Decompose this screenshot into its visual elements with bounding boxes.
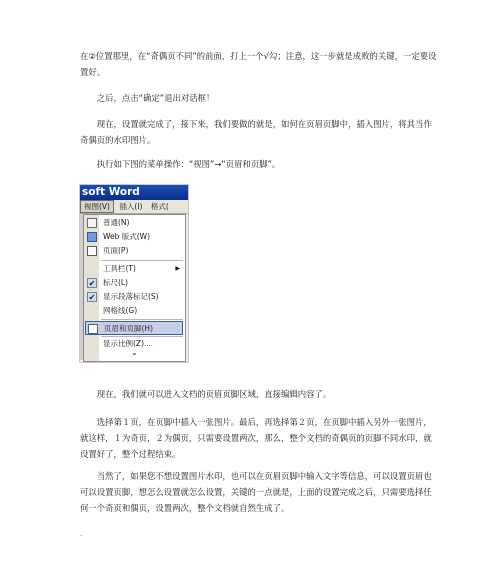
paragraph-3: 现在，设置就完成了，接下来，我们要做的就是，如何在页眉页脚中，插入图片，将其当作奇偶页的水印图片。 — [80, 119, 432, 145]
paragraph-5: 现在，我们就可以进入文档的页眉页脚区域，直接编辑内容了。 — [96, 389, 332, 399]
menu-item-normal[interactable] — [85, 216, 183, 230]
menu-item-gridlines[interactable] — [85, 304, 183, 318]
menu-item-label: 工具栏(T) — [103, 264, 136, 273]
window-title: soft Word — [80, 185, 188, 200]
page-view-icon — [87, 246, 97, 256]
menu-item-web-layout[interactable] — [85, 230, 183, 244]
menu-item-header-footer[interactable] — [85, 321, 183, 335]
menu-insert[interactable]: 插入(I) — [119, 202, 143, 211]
check-icon: ✔ — [88, 293, 96, 302]
check-icon: ✔ — [88, 279, 96, 288]
word-menu-screenshot — [80, 185, 188, 362]
menu-separator — [101, 319, 183, 320]
menu-item-show-paragraph-marks[interactable] — [85, 290, 183, 304]
normal-view-icon — [87, 218, 97, 228]
header-footer-icon — [88, 324, 98, 334]
menu-item-page[interactable] — [85, 244, 183, 258]
paragraph-2: 之后，点击“确定”退出对话框！ — [96, 93, 215, 103]
menu-expand[interactable] — [85, 347, 183, 361]
expand-chevron-icon: ⌄ — [131, 348, 138, 357]
submenu-arrow-icon: ▶ — [175, 265, 180, 272]
menu-item-label: 页眉和页脚(H) — [104, 324, 153, 333]
menu-item-ruler[interactable] — [85, 276, 183, 290]
menu-separator — [101, 260, 183, 261]
menu-item-label: 显示比例(Z)... — [103, 339, 152, 348]
menu-item-label: 显示段落标记(S) — [103, 292, 159, 301]
paragraph-4: 执行如下图的菜单操作：“视图”→“页眉和页脚”。 — [96, 159, 281, 169]
menu-item-label: 页面(P) — [103, 246, 129, 255]
paragraph-7: 当然了，如果您不想设置图片水印，也可以在页眉页脚中输入文字等信息，可以设置页眉也可以设置页脚，想怎么设置就怎么设置，关键的一点就是，上面的设置完成之后，只需要选择任何一个奇页和偶页，设置两次，整个文档就自然生成了。 — [80, 471, 432, 513]
view-dropdown-menu — [83, 214, 186, 362]
paragraph-1: 在②位置那里，在“奇偶页不同”的前面，打上一个√勾；注意，这一步就是成败的关键，一定要设置好。 — [80, 51, 437, 77]
menu-view[interactable]: 视图(V) — [80, 200, 114, 213]
menu-bar — [80, 200, 188, 214]
menu-item-label: Web 版式(W) — [103, 232, 151, 241]
menu-item-toolbars[interactable] — [85, 262, 183, 276]
menu-item-label: 普通(N) — [103, 218, 130, 227]
web-layout-icon — [87, 232, 97, 242]
menu-item-label: 网格线(G) — [103, 306, 138, 315]
menu-format[interactable]: 格式( — [150, 202, 169, 211]
menu-item-label: 标尺(L) — [103, 278, 129, 287]
footer-mark: . — [80, 530, 83, 538]
paragraph-6: 选择第１页，在页脚中插入一张图片。最后，再选择第２页，在页脚中插入另外一张图片，就这样，１为奇页，２为偶页，只需要设置两次，那么，整个文档的奇偶页的页脚不同水印，就设置好了，整个过程结束。 — [80, 417, 432, 459]
